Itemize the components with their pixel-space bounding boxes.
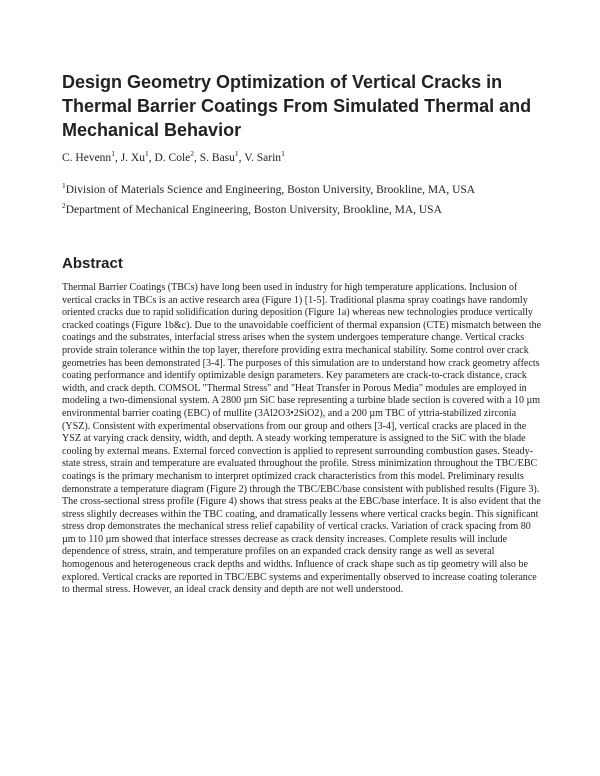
- paper-title: Design Geometry Optimization of Vertical Cracks in Thermal Barrier Coatings From Simulated Thermal and Mechanical Behavior: [62, 72, 532, 140]
- affiliation: $^1$Division of Materials Science and Engineering, Boston University, Brookline, MA, USA: [62, 181, 476, 196]
- author: V. Sarin$^1$: [244, 149, 285, 164]
- author-list: C. Hevenn$^1$, J. Xu$^1$, D. Cole$^2$, S. Basu$^1$, V. Sarin$^1$: [62, 149, 285, 164]
- author: D. Cole$^2$: [154, 149, 194, 164]
- affiliation-list: [62, 180, 552, 220]
- abstract-text: Thermal Barrier Coatings (TBCs) have long been used in industry for high temperature applications. Inclusion of vertical cracks in TBCs is an active research area (Figure 1) [1-5]. Traditional plasma spray coatings have randomly oriented cracks due to rapid solidification during deposition (Figure 1a) whereas new technologies produce vertically cracked coatings (Figure 1b&c). Due to the unavoidable coefficient of thermal expansion (CTE) mismatch between the coatings and the substrates, interfacial stress arises when the system undergoes temperature change. Vertical cracks provide strain tolerance within the top layer, therefore providing extra mechanical stability. Some control over crack geometries has been demonstrated [3-4]. The purposes of this simulation are to understand how crack geometry affects coating performance and identify optimizable design parameters. Key parameters are crack-to-crack distance, crack width, and crack depth. COMSOL "Thermal Stress" and "Heat Transfer in Porous Media" modules are employed in modeling a two-dimensional system. A 2800 µm SiC base representing a turbine blade section is covered with a 10 µm environmental barrier coating (EBC) of mullite (3Al2O3•2SiO2), and a 200 µm TBC of yttria-stabilized zirconia (YSZ). Consistent with experimental observations from our group and others [3-4], vertical cracks are placed in the YSZ at varying crack density, width, and depth. A steady working temperature is assigned to the SiC with the blade cooling by external means. External forced convection is applied to represent surrounding combustion gases. Steady-state stress, strain and temperature are evaluated throughout the profile. Stress minimization throughout the TBC/EBC coatings is the primary mechanism to interpret optimized crack characteristics from this model. Preliminary results demonstrate a temperature diagram (Figure 2) through the TBC/EBC/base consistent with published results (Figure 3). The cross-sectional stress profile (Figure 4) shows that stress peaks at the EBC/base interface. It is also evident that the stress slightly decreases within the TBC coating, and dramatically lessens where vertical cracks begin. This significant stress drop demonstrates the mechanical stress relief capability of vertical cracks. Variation of crack spacing from 80 µm to 110 µm showed that interface stresses decrease as crack density increases. Complete results will include dependence of stress, strain, and temperature profiles on an expanded crack density range as well as several homogenous and heterogeneous crack depths and widths. Influence of crack shape such as tip geometry will also be explored. Vertical cracks are reported in TBC/EBC systems and experimentally observed to increase coating tolerance to thermal stress. However, an ideal crack density and depth are not well understood.: [62, 282, 542, 596]
- abstract-heading: Abstract: [62, 255, 123, 272]
- author: S. Basu$^1$: [199, 149, 239, 164]
- affiliation: $^2$Department of Mechanical Engineering, Boston University, Brookline, MA, USA: [62, 201, 442, 216]
- author: J. Xu$^1$: [120, 149, 149, 164]
- author: C. Hevenn$^1$: [62, 149, 115, 164]
